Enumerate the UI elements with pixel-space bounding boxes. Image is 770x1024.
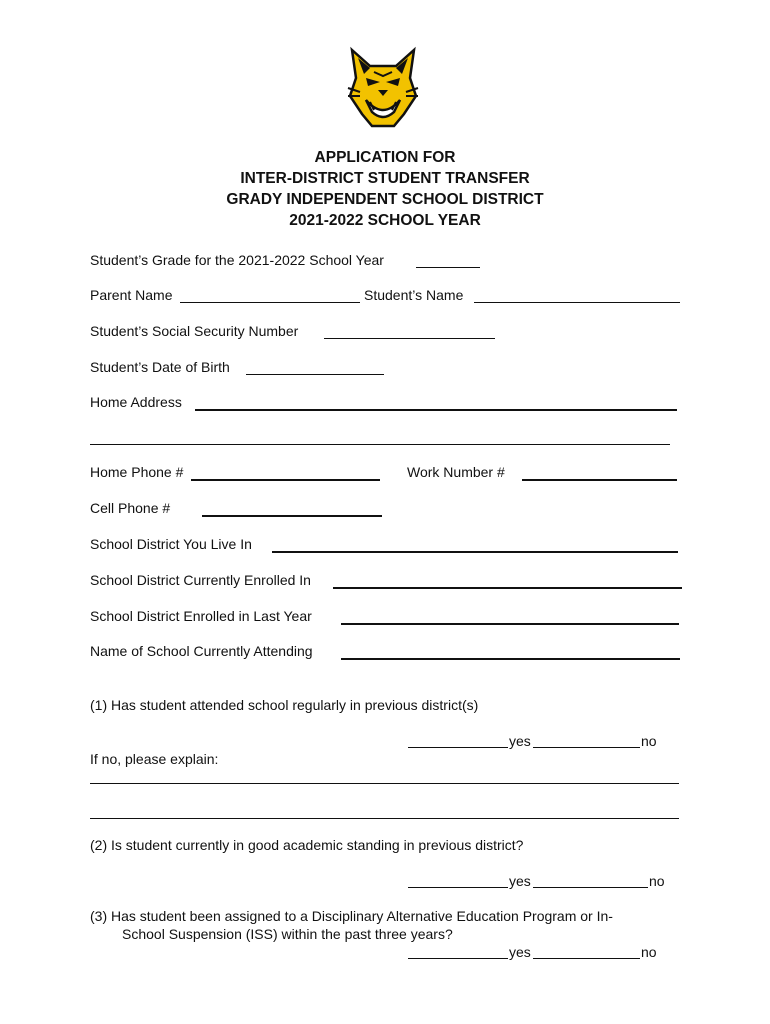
- district-enrolled-field[interactable]: [333, 587, 682, 589]
- q1-yes-label: yes: [509, 733, 531, 749]
- q1-no-label: no: [641, 733, 657, 749]
- ssn-field[interactable]: [324, 338, 495, 339]
- district-last-year-field[interactable]: [341, 623, 679, 625]
- home-address-label: Home Address: [90, 394, 182, 410]
- grade-field[interactable]: [416, 267, 480, 268]
- form-title: APPLICATION FOR: [314, 149, 456, 166]
- district-live-field[interactable]: [272, 551, 678, 553]
- district-live-label: School District You Live In: [90, 536, 252, 552]
- work-number-field[interactable]: [522, 479, 677, 481]
- dob-label: Student’s Date of Birth: [90, 359, 230, 375]
- district-last-year-label: School District Enrolled in Last Year: [90, 608, 312, 624]
- grade-label: Student’s Grade for the 2021-2022 School Year: [90, 252, 384, 268]
- q1-explain-label: If no, please explain:: [90, 751, 219, 767]
- question-2: (2) Is student currently in good academic standing in previous district?: [90, 837, 524, 853]
- form-subtitle: INTER-DISTRICT STUDENT TRANSFER: [240, 170, 530, 187]
- home-address-field-line2[interactable]: [90, 444, 670, 445]
- dob-field[interactable]: [246, 374, 384, 375]
- home-phone-label: Home Phone #: [90, 464, 184, 480]
- question-3-line1: (3) Has student been assigned to a Disciplinary Alternative Education Program or In-: [90, 908, 613, 924]
- q3-yes-label: yes: [509, 944, 531, 960]
- parent-name-field[interactable]: [180, 302, 360, 303]
- q1-explain-field-line2[interactable]: [90, 818, 679, 819]
- school-attending-field[interactable]: [341, 658, 680, 660]
- cell-phone-label: Cell Phone #: [90, 500, 171, 516]
- district-name: GRADY INDEPENDENT SCHOOL DISTRICT: [226, 191, 544, 208]
- student-name-label: Student’s Name: [364, 287, 464, 303]
- q2-no-label: no: [649, 873, 665, 889]
- student-name-field[interactable]: [474, 302, 680, 303]
- home-address-field[interactable]: [195, 409, 677, 411]
- q3-no-field[interactable]: [533, 958, 640, 959]
- q1-yes-field[interactable]: [408, 747, 508, 748]
- wildcat-logo-icon: [344, 44, 422, 130]
- home-phone-field[interactable]: [191, 479, 380, 481]
- question-3-line2: School Suspension (ISS) within the past three years?: [122, 926, 453, 942]
- q2-yes-field[interactable]: [408, 887, 508, 888]
- cell-phone-field[interactable]: [202, 515, 382, 517]
- q3-yes-field[interactable]: [408, 958, 508, 959]
- q2-yes-label: yes: [509, 873, 531, 889]
- district-enrolled-label: School District Currently Enrolled In: [90, 572, 311, 588]
- question-1: (1) Has student attended school regularly in previous district(s): [90, 697, 479, 713]
- q1-explain-field-line1[interactable]: [90, 783, 679, 784]
- ssn-label: Student’s Social Security Number: [90, 323, 299, 339]
- work-number-label: Work Number #: [407, 464, 505, 480]
- q1-no-field[interactable]: [533, 747, 640, 748]
- q2-no-field[interactable]: [533, 887, 648, 888]
- q3-no-label: no: [641, 944, 657, 960]
- school-year: 2021-2022 SCHOOL YEAR: [289, 212, 481, 229]
- school-attending-label: Name of School Currently Attending: [90, 643, 313, 659]
- parent-name-label: Parent Name: [90, 287, 173, 303]
